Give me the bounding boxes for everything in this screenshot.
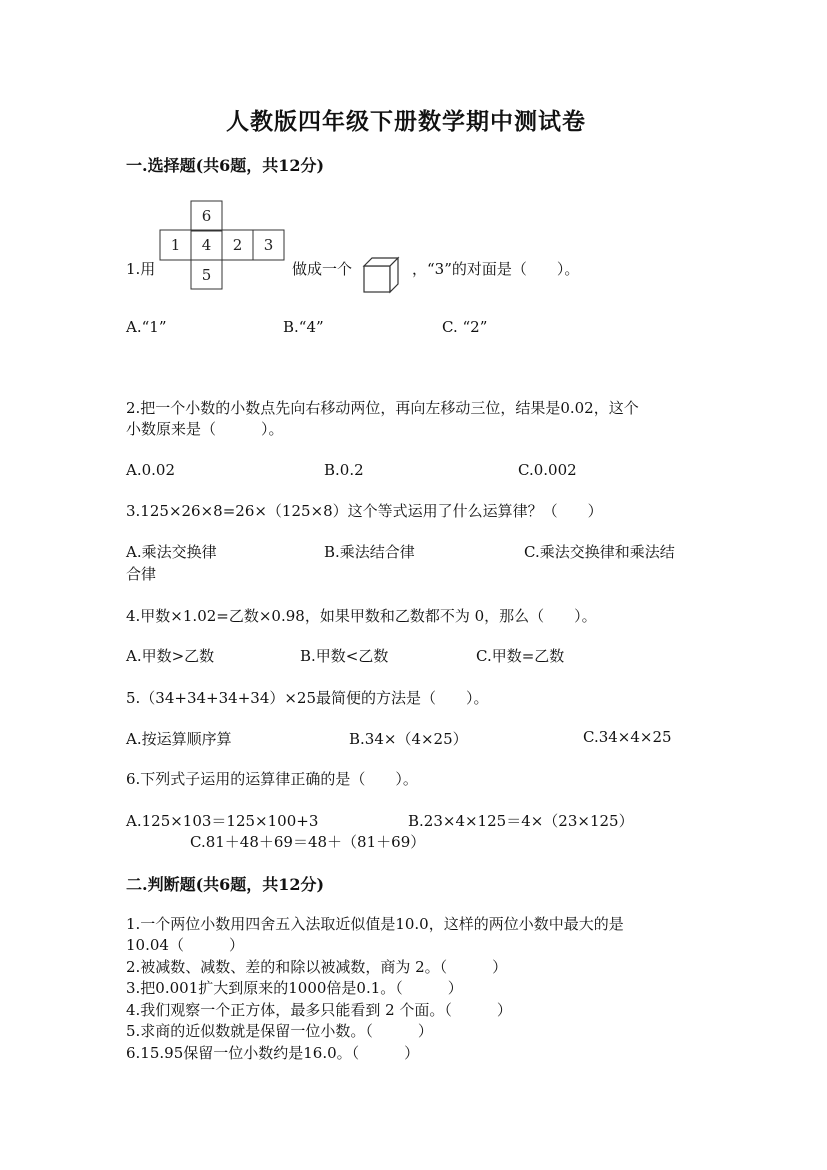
- q6-text: 6.下列式子运用的运算律正确的是（ ）。: [126, 770, 418, 788]
- net-cell-bottom: 5: [201, 266, 212, 284]
- q3-option-c[interactable]: C.乘法交换律和乘法结: [524, 543, 675, 561]
- net-cell-far-right: 3: [263, 236, 274, 254]
- q2-option-b[interactable]: B.0.2: [324, 461, 364, 479]
- net-cell-left: 1: [170, 236, 181, 254]
- q1-suffix: ，“3”的对面是（ ）。: [412, 260, 580, 278]
- q5-option-b[interactable]: B.34×（4×25）: [349, 730, 468, 748]
- q6-option-b[interactable]: B.23×4×125＝4×（23×125）: [408, 812, 634, 830]
- judge-item-4: 4.我们观察一个正方体，最多只能看到 2 个面。（ ）: [126, 1001, 512, 1019]
- judge-item-1: 1.一个两位小数用四舍五入法取近似值是10.0，这样的两位小数中最大的是: [126, 915, 624, 933]
- q1-prefix: 1.用: [126, 260, 156, 278]
- judge-item-2: 2.被减数、减数、差的和除以被减数，商为 2。（ ）: [126, 958, 508, 976]
- q3-option-c-wrap[interactable]: 合律: [126, 565, 157, 583]
- q4-option-c[interactable]: C.甲数=乙数: [476, 647, 565, 665]
- q4-option-b[interactable]: B.甲数<乙数: [300, 647, 389, 665]
- q5-text: 5.（34+34+34+34）×25最简便的方法是（ ）。: [126, 689, 489, 707]
- q1-middle: 做成一个: [292, 260, 353, 278]
- q4-option-a[interactable]: A.甲数>乙数: [126, 647, 215, 665]
- cube-icon: [361, 255, 403, 295]
- q3-text: 3.125×26×8=26×（125×8）这个等式运用了什么运算律？（ ）: [126, 502, 603, 520]
- net-cell-top: 6: [201, 207, 212, 225]
- q1-option-b[interactable]: B.“4”: [283, 318, 324, 336]
- judge-item-3: 3.把0.001扩大到原来的1000倍是0.1。（ ）: [126, 979, 463, 997]
- q5-option-a[interactable]: A.按运算顺序算: [126, 730, 232, 748]
- net-cell-right: 2: [232, 236, 243, 254]
- section-heading-judgement: 二.判断题(共6题，共12分): [126, 875, 325, 894]
- section-heading-choice: 一.选择题(共6题，共12分): [126, 156, 325, 175]
- q6-option-c[interactable]: C.81＋48＋69＝48＋（81＋69）: [190, 833, 426, 851]
- q3-option-a[interactable]: A.乘法交换律: [126, 543, 217, 561]
- q4-text: 4.甲数×1.02=乙数×0.98，如果甲数和乙数都不为 0，那么（ ）。: [126, 607, 597, 625]
- q1-option-c[interactable]: C. “2”: [442, 318, 488, 336]
- q2-line1: 2.把一个小数的小数点先向右移动两位，再向左移动三位，结果是0.02，这个: [126, 399, 639, 417]
- judge-item-1-wrap: 10.04（ ）: [126, 936, 244, 954]
- page-title: 人教版四年级下册数学期中测试卷: [226, 108, 586, 135]
- q5-option-c[interactable]: C.34×4×25: [583, 728, 672, 746]
- q6-option-a[interactable]: A.125×103＝125×100+3: [126, 812, 319, 830]
- q2-option-c[interactable]: C.0.002: [518, 461, 577, 479]
- q2-line2: 小数原来是（ ）。: [126, 420, 284, 438]
- net-cell-center: 4: [201, 236, 212, 254]
- judge-item-5: 5.求商的近似数就是保留一位小数。（ ）: [126, 1022, 433, 1040]
- q3-option-b[interactable]: B.乘法结合律: [324, 543, 415, 561]
- cube-net-diagram: [158, 199, 288, 291]
- q1-option-a[interactable]: A.“1”: [126, 318, 167, 336]
- judge-item-6: 6.15.95保留一位小数约是16.0。（ ）: [126, 1044, 420, 1062]
- q2-option-a[interactable]: A.0.02: [126, 461, 175, 479]
